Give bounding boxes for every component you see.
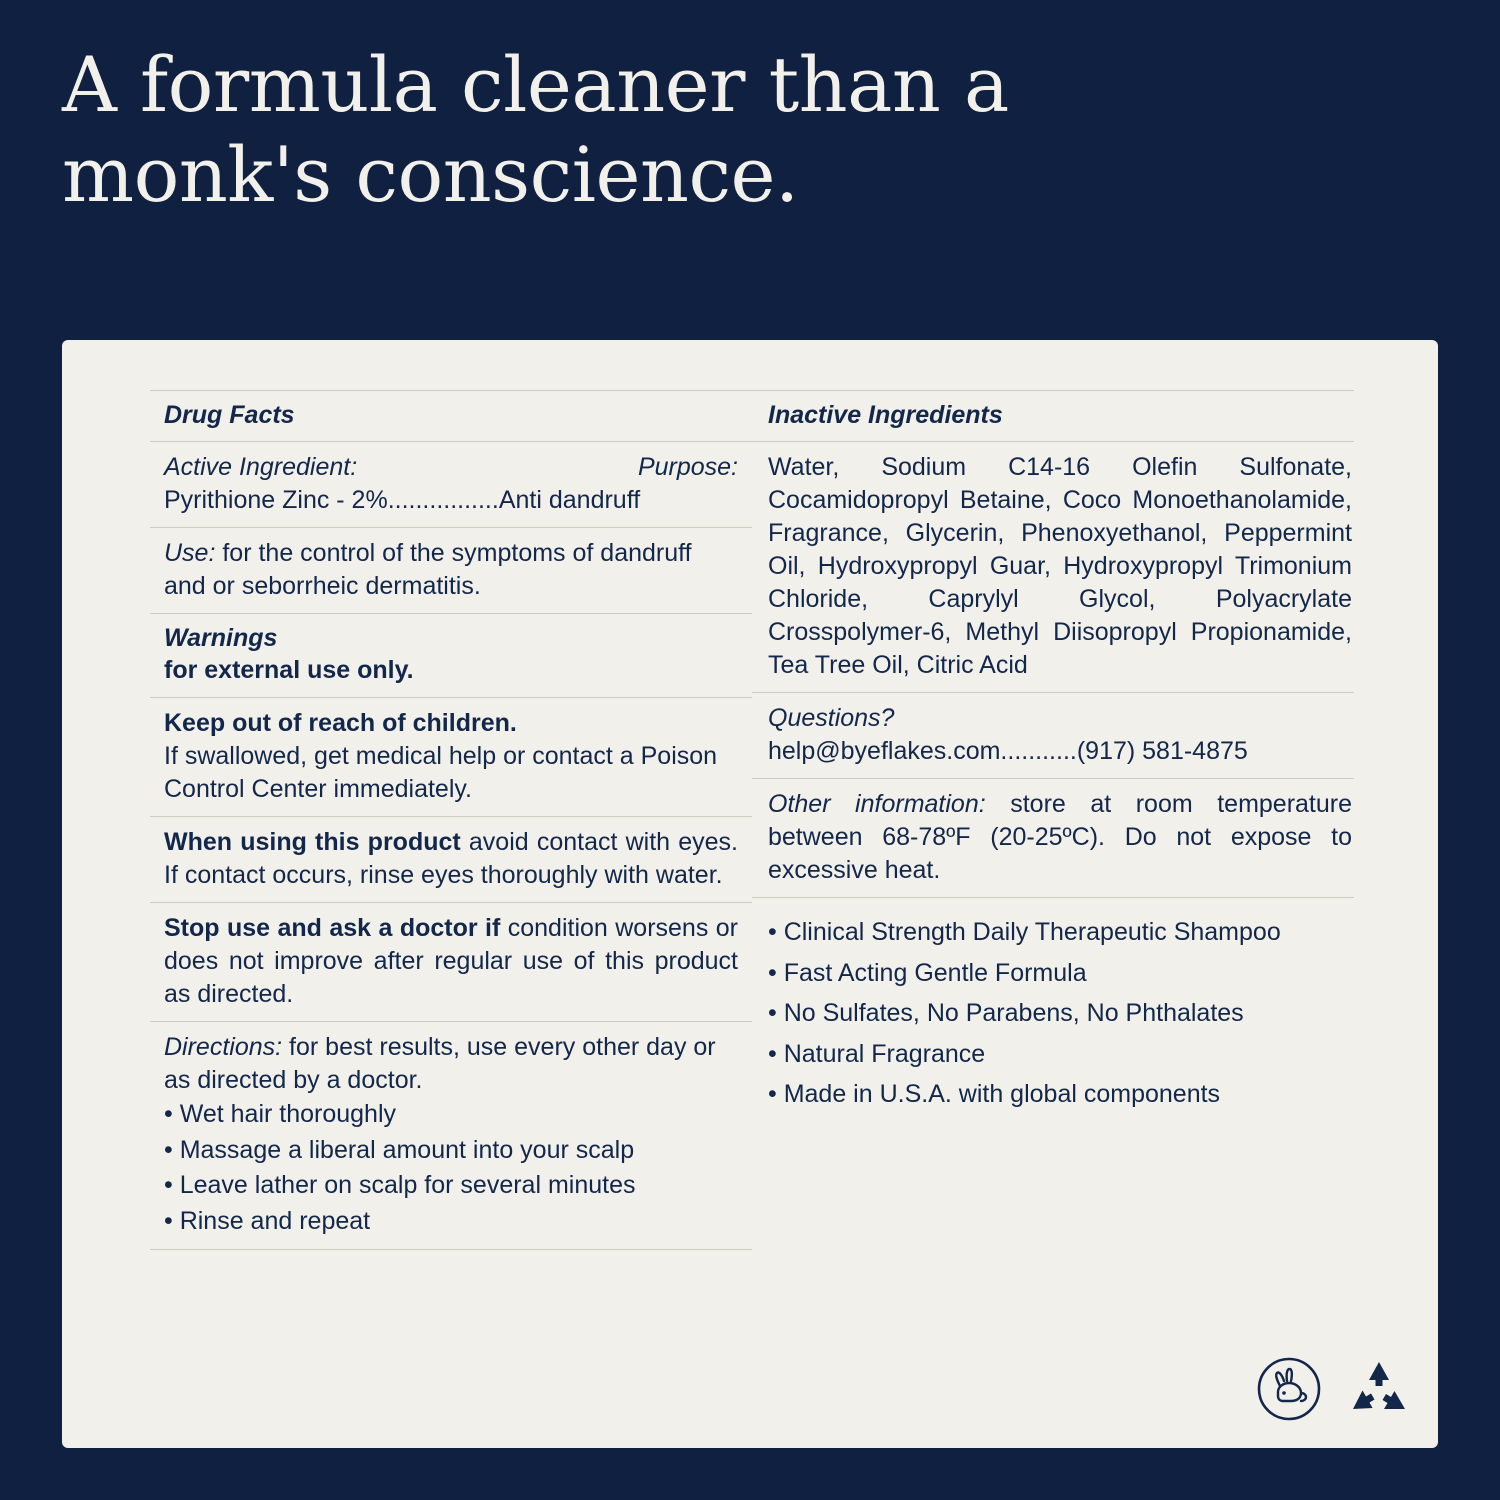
keep-out-text: If swallowed, get medical help or contact a Poison Control Center immediately.	[164, 742, 718, 803]
list-item: • Made in U.S.A. with global components	[768, 1080, 1221, 1109]
drug-facts-column	[150, 390, 752, 1250]
stop-use-block	[150, 902, 752, 1021]
when-using-label: When using this product	[164, 828, 461, 856]
list-item: • Massage a liberal amount into your scalp	[164, 1135, 635, 1164]
drug-facts-title-block	[150, 390, 752, 441]
use-label: Use:	[164, 538, 216, 567]
warnings-label: Warnings	[164, 623, 278, 652]
list-item: • Rinse and repeat	[164, 1206, 371, 1235]
inactive-ingredients-column	[752, 390, 1354, 1250]
list-item: • Wet hair thoroughly	[164, 1100, 397, 1128]
list-item: • Leave lather on scalp for several minutes	[164, 1171, 636, 1199]
purpose-label: Purpose:	[637, 453, 738, 482]
directions-text: for best results, use every other day or as directed by a doctor.	[164, 1033, 716, 1094]
directions-block	[150, 1021, 752, 1250]
active-ingredient-block	[150, 441, 752, 527]
facts-columns	[150, 390, 1354, 1250]
inactive-ingredients-text: Water, Sodium C14-16 Olefin Sulfonate, Cocamidopropyl Betaine, Coco Monoethanolamide, Fragrance, Glycerin, Phenoxyethanol, Peppermint Oil, Hydroxypropyl Guar, Hydroxypropyl Trimonium Chloride, Caprylyl Glycol, Polyacrylate Crosspolymer-6, Methyl Diisopropyl Propionamide, Tea Tree Oil, Citric Acid	[768, 453, 1352, 680]
questions-block	[752, 692, 1354, 778]
when-using-block	[150, 816, 752, 902]
other-information-block	[752, 778, 1354, 897]
active-ingredient-value: Pyrithione Zinc - 2%................Anti dandruff	[164, 485, 641, 514]
other-information-text: store at room temperature between 68-78ºF (20-25ºC). Do not expose to excessive heat.	[768, 790, 1353, 885]
inactive-ingredients-title: Inactive Ingredients	[768, 401, 1003, 429]
keep-out-label: Keep out of reach of children.	[164, 709, 517, 737]
questions-contact: help@byeflakes.com...........(917) 581-4875	[768, 737, 1248, 766]
list-item: • Clinical Strength Daily Therapeutic Shampoo	[768, 918, 1281, 947]
drug-facts-title: Drug Facts	[164, 401, 295, 429]
use-text: for the control of the symptoms of dandruff and or seborrheic dermatitis.	[164, 538, 692, 600]
active-ingredient-label: Active Ingredient:	[164, 453, 358, 482]
headline: A formula cleaner than a monk's conscience.	[62, 40, 1009, 219]
stop-use-label: Stop use and ask a doctor if	[164, 914, 501, 942]
list-item: • No Sulfates, No Parabens, No Phthalates	[768, 999, 1244, 1028]
drug-facts-panel	[62, 340, 1438, 1448]
inactive-title-block	[752, 390, 1354, 441]
stop-use-text: condition worsens or does not improve after regular use of this product as directed.	[164, 914, 738, 1008]
recycle-icon	[1348, 1359, 1410, 1419]
cruelty-free-rabbit-icon	[1256, 1356, 1322, 1422]
when-using-text: avoid contact with eyes. If contact occurs, rinse eyes thoroughly with water.	[164, 828, 739, 889]
warnings-block	[150, 613, 752, 697]
questions-label: Questions?	[768, 704, 895, 733]
feature-list	[752, 897, 1354, 1119]
inactive-ingredients-block	[752, 441, 1354, 692]
directions-bullets	[164, 1097, 738, 1239]
directions-label: Directions:	[164, 1033, 283, 1061]
list-item: • Fast Acting Gentle Formula	[768, 958, 1087, 987]
use-block	[150, 527, 752, 613]
list-item: • Natural Fragrance	[768, 1039, 986, 1068]
certification-badges	[1256, 1356, 1410, 1422]
other-information-label: Other information:	[768, 790, 986, 819]
warnings-text: for external use only.	[164, 656, 414, 684]
keep-out-block	[150, 697, 752, 816]
